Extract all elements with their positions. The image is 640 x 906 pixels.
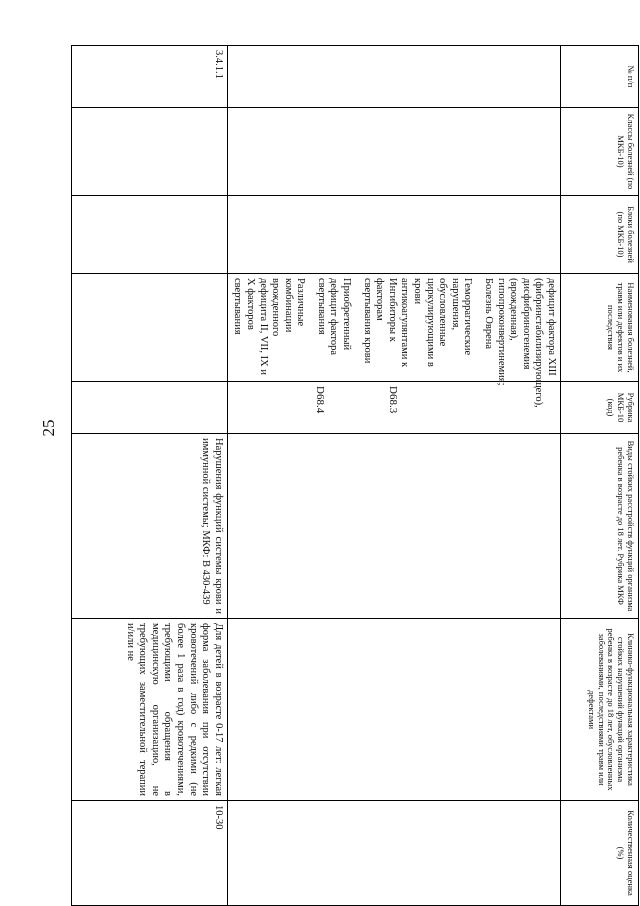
cell-names-empty-2 <box>72 274 228 382</box>
cell-num: 3.4.1.1 <box>72 46 228 108</box>
disease-table <box>71 45 639 906</box>
header-classes: Классы болезней (по МКБ-10) <box>561 108 639 196</box>
header-row <box>561 46 639 906</box>
header-names: Наименования болезней, травм или дефектов и их последствия <box>561 274 639 382</box>
header-rubric: Рубрика МКБ-10 (код) <box>561 382 639 434</box>
cell-types-empty <box>227 434 560 619</box>
cell-score-empty <box>227 801 560 906</box>
rubric-code-d68-3: D68.3 <box>387 386 399 414</box>
header-score: Количественная оценка (%) <box>561 801 639 906</box>
header-types: Виды стойких расстройств функций организма ребенка в возрасте до 18 лет. Рубрика МКФ <box>561 434 639 619</box>
disease-name-1: дефицит фактора XIII (фибринстабилизирующего), дисфибриногенемия (врожденная), гипопроконвертинемия; Болезнь Оврена <box>483 278 557 408</box>
header-clinical: Клинико-функциональная характеристика стойких нарушений функций организма ребенка в возрасте до 18 лет, обусловленных заболеваниями, последствиями травм или дефектами <box>561 619 639 801</box>
cell-classes-empty <box>227 108 560 196</box>
cell-clinical-empty <box>227 619 560 801</box>
page-number: 25 <box>39 419 58 437</box>
cell-rubric-codes <box>227 382 560 434</box>
cell-types: Нарушения функций системы крови и иммунной системы; МКФ: В 430-439 <box>72 434 228 619</box>
cell-rubric-empty-2 <box>72 382 228 434</box>
cell-classes-empty-2 <box>72 108 228 196</box>
header-blocks: Блоки болезней (по МКБ-10) <box>561 196 639 274</box>
table-row <box>227 46 560 906</box>
disease-name-4: Различные комбинации врожденного дефицита II, VII, IX и X факторов свертывания <box>232 278 307 375</box>
cell-score: 10-30 <box>72 801 228 906</box>
cell-blocks-empty-2 <box>72 196 228 274</box>
rotated-table-container <box>69 45 639 905</box>
rubric-code-d68-4: D68.4 <box>313 386 326 414</box>
header-num: № п/п <box>561 46 639 108</box>
cell-blocks-empty <box>227 196 560 274</box>
cell-num-empty <box>227 46 560 108</box>
disease-name-2: Геморрагические нарушения, обусловленные циркулирующими в крови антикоагулянтами к Ингибиторы к факторам свертывания крови <box>361 278 474 368</box>
table-row <box>72 46 228 906</box>
disease-name-3: Приобретенный дефицит фактора свертывания <box>315 278 353 356</box>
cell-clinical: Для детей в возрасте 0-17 лет: легкая форма заболевания при отсутствии кровотечений либо с редкими (не более 1 раза в год) кровотечениями, требующими обращения в медицинскую организацию, не требующих заместительной терапии и/или не <box>72 619 228 801</box>
